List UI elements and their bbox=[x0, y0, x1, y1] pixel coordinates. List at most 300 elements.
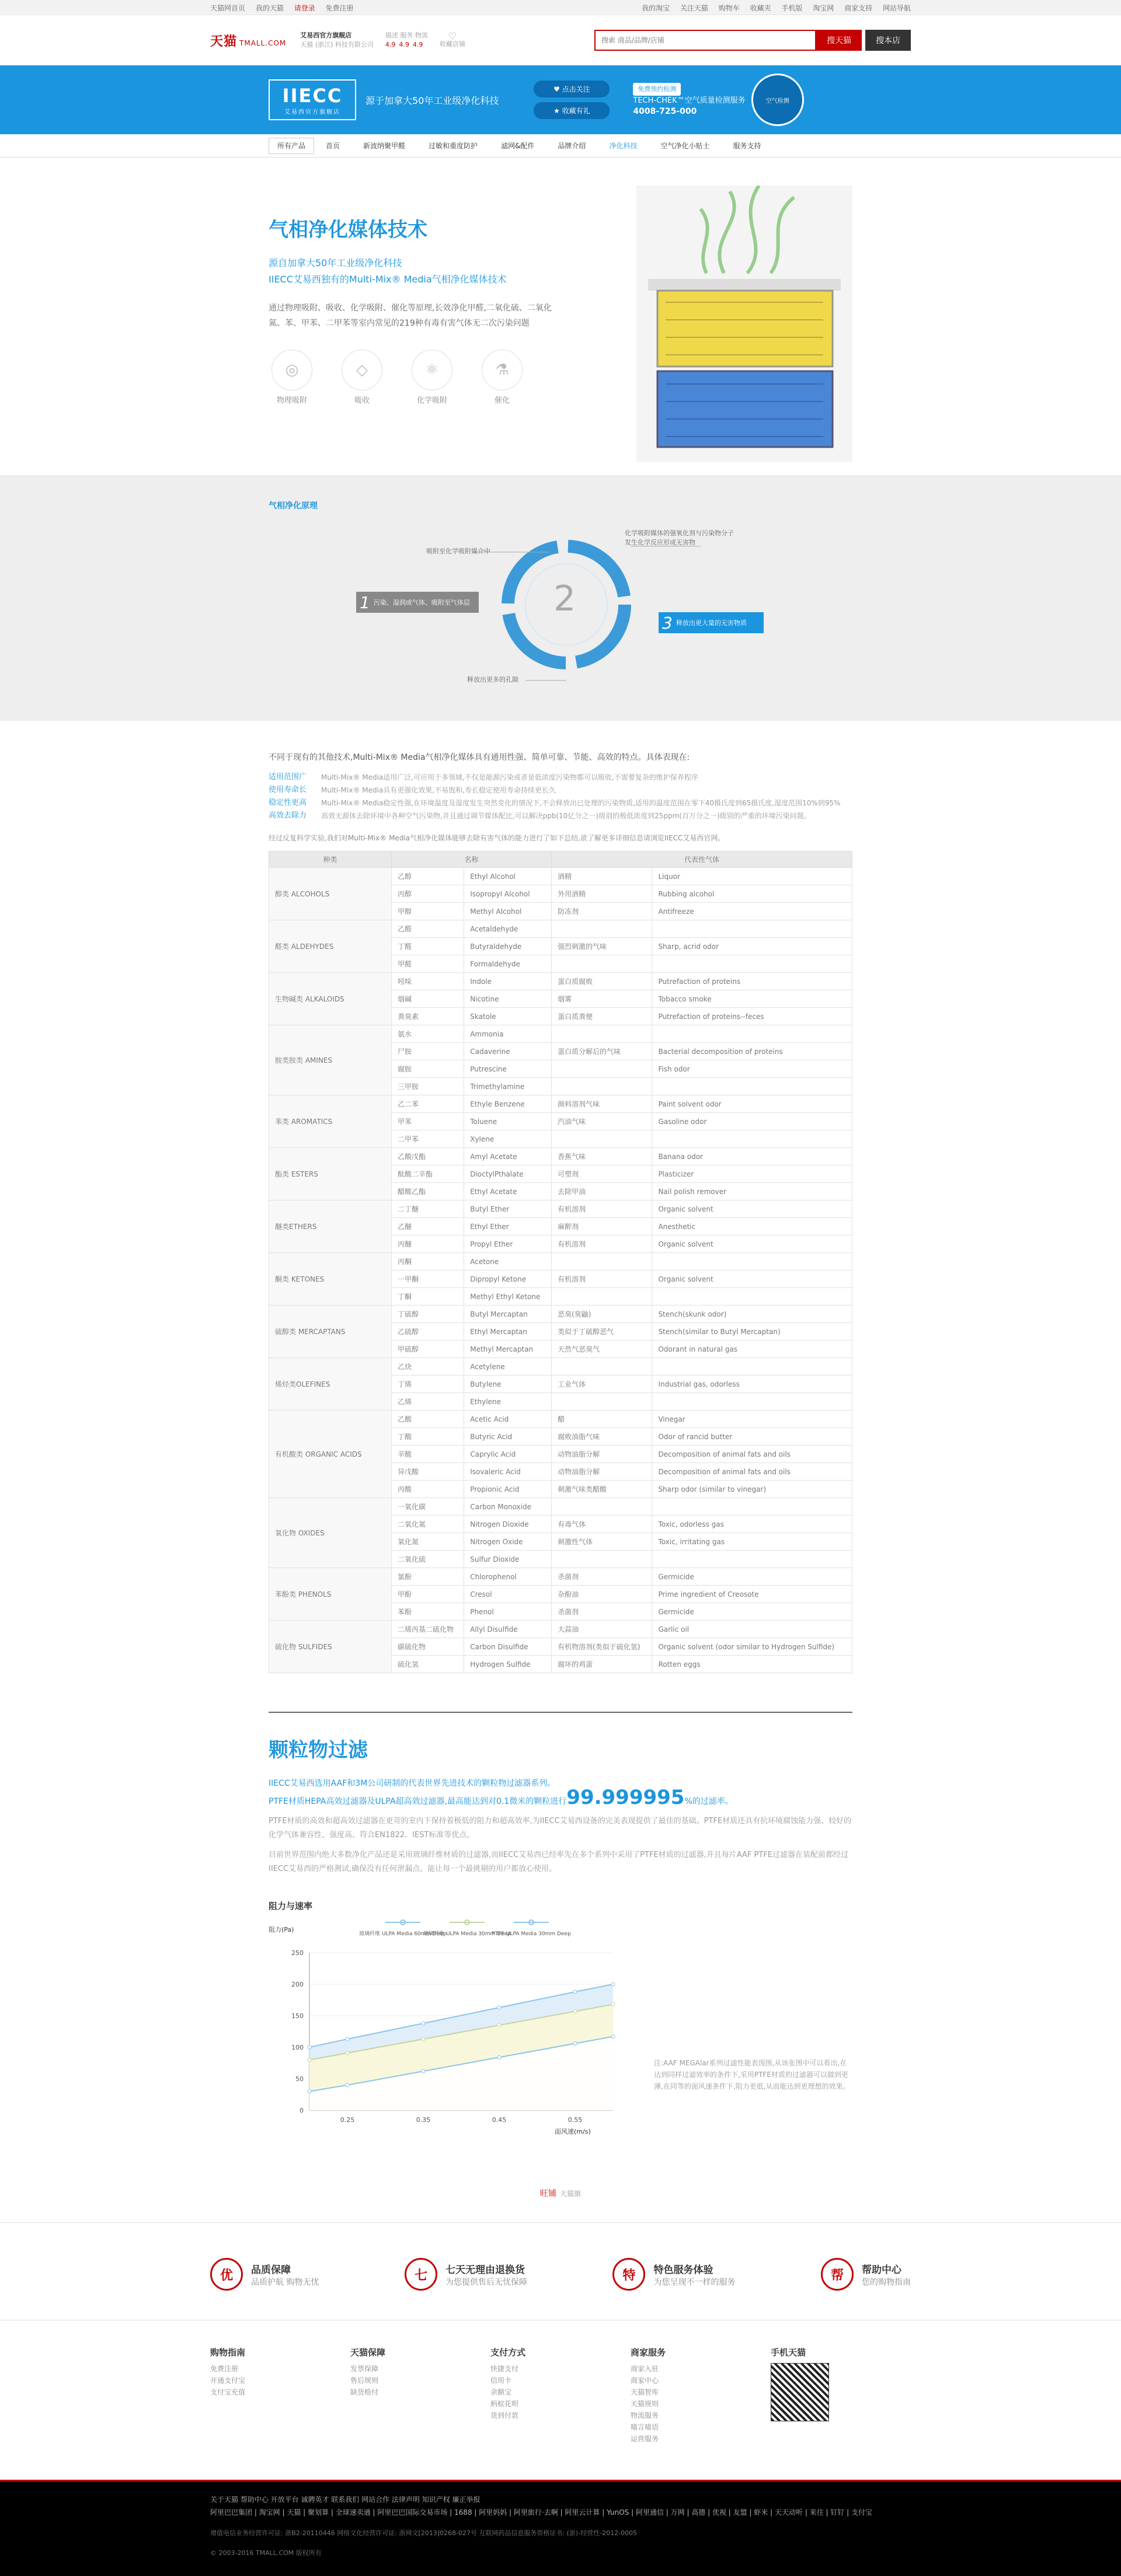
rating-labels: 描述 服务 物流 bbox=[385, 32, 428, 39]
table-row bbox=[269, 1411, 852, 1428]
footer-link[interactable]: 物流服务 bbox=[631, 2411, 659, 2420]
hero-title: 气相净化媒体技术 bbox=[269, 218, 427, 242]
search-input[interactable] bbox=[594, 30, 816, 51]
cn-name-cell: 辛酸 bbox=[392, 1446, 464, 1463]
y-tick-label: 200 bbox=[291, 1981, 304, 1988]
category-cell: 醛类 ALDEHYDES bbox=[269, 920, 392, 973]
service-title: 七天无理由退换货 bbox=[445, 2264, 525, 2276]
cn-name-cell: 甲苯 bbox=[392, 1113, 464, 1130]
en-gas-cell bbox=[652, 1130, 852, 1148]
collect-gift-label: 收藏有礼 bbox=[562, 107, 590, 115]
en-name-cell: Putrescine bbox=[464, 1060, 552, 1078]
en-name-cell: Xylene bbox=[464, 1130, 552, 1148]
feature-row bbox=[269, 797, 852, 809]
category-cell: 苯类 AROMATICS bbox=[269, 1095, 392, 1148]
data-point bbox=[497, 2006, 501, 2009]
en-gas-cell: Organic solvent bbox=[652, 1270, 852, 1288]
cn-name-cell: 醋酸乙酯 bbox=[392, 1183, 464, 1200]
top-link-follow[interactable]: 关注天猫 bbox=[680, 4, 708, 12]
icon-label: 催化 bbox=[494, 396, 510, 405]
nav-all-products[interactable]: 所有产品 bbox=[269, 138, 314, 154]
collect-gift-button[interactable]: ★ 收藏有礼 bbox=[534, 102, 610, 119]
footer-link[interactable]: 信用卡 bbox=[490, 2376, 512, 2385]
en-gas-cell: Bacterial decomposition of proteins bbox=[652, 1043, 852, 1060]
hero-sub2: IIECC艾易西独有的Multi-Mix® Media气相净化媒体技术 bbox=[269, 274, 507, 285]
category-cell: 生物碱类 ALKALOIDS bbox=[269, 973, 392, 1025]
en-name-cell: Butyraldehyde bbox=[464, 938, 552, 955]
en-name-cell: Ammonia bbox=[464, 1025, 552, 1043]
top-link-cart[interactable]: 购物车 bbox=[718, 4, 740, 12]
principle-bottom-label: 释放出更多的孔隙 bbox=[467, 676, 518, 683]
footer-copyright: © 2003-2016 TMALL.COM 版权所有 bbox=[210, 2549, 322, 2557]
top-bar-left bbox=[210, 3, 362, 13]
cn-name-cell: 二甲苯 bbox=[392, 1130, 464, 1148]
follow-button[interactable]: ♥ 点击关注 bbox=[534, 81, 610, 97]
filter-media-image bbox=[636, 186, 852, 462]
en-name-cell: Ethyl Alcohol bbox=[464, 868, 552, 885]
en-name-cell: Indole bbox=[464, 973, 552, 990]
cn-gas-cell bbox=[552, 1358, 652, 1376]
top-link-seller[interactable]: 商家支持 bbox=[844, 4, 873, 12]
y-tick-label: 0 bbox=[300, 2107, 304, 2114]
link-column-title: 商家服务 bbox=[631, 2347, 666, 2358]
x-tick-label: 0.35 bbox=[416, 2116, 431, 2124]
category-cell: 苯酚类 PHENOLS bbox=[269, 1568, 392, 1621]
cn-gas-cell: 刺激性气体 bbox=[552, 1533, 652, 1551]
en-gas-cell bbox=[652, 1358, 852, 1376]
service-bar bbox=[0, 2222, 1121, 2320]
cn-gas-cell: 腐坏的鸡蛋 bbox=[552, 1656, 652, 1673]
en-gas-cell bbox=[652, 1025, 852, 1043]
top-bar bbox=[0, 0, 1121, 15]
hotline[interactable] bbox=[633, 83, 745, 117]
category-cell: 胺类胺类 AMINES bbox=[269, 1025, 392, 1095]
hero-section bbox=[0, 158, 1121, 476]
feature-value: Multi-Mix® Media具有更强化效果,不易饱和,寿长稳定使用寿命持续更长久 bbox=[321, 786, 556, 794]
category-cell: 酮类 KETONES bbox=[269, 1253, 392, 1306]
en-name-cell: Butyric Acid bbox=[464, 1428, 552, 1446]
cn-name-cell: 吲哚 bbox=[392, 973, 464, 990]
feature-value: Multi-Mix® Media适用广泛,可应用于多领域,不仅是能源污染或者是低浓度污染物都可以吸收,不需要复杂的维护保养程序 bbox=[321, 773, 698, 781]
category-cell: 醚类ETHERS bbox=[269, 1200, 392, 1253]
cn-name-cell: 异戊酸 bbox=[392, 1463, 464, 1481]
data-point bbox=[611, 2003, 615, 2006]
top-link-sitemap[interactable]: 网站导航 bbox=[882, 4, 911, 12]
en-name-cell: Formaldehyde bbox=[464, 955, 552, 973]
service-title: 特色服务体验 bbox=[653, 2264, 713, 2276]
feature-key: 稳定性更高 bbox=[269, 798, 307, 807]
nav-home[interactable]: 首页 bbox=[326, 142, 340, 150]
en-gas-cell: Odorant in natural gas bbox=[652, 1341, 852, 1358]
cn-gas-cell: 有机溶剂 bbox=[552, 1200, 652, 1218]
en-name-cell: Toluene bbox=[464, 1113, 552, 1130]
footer-line2[interactable]: 阿里巴巴集团 | 淘宝网 | 天猫 | 聚划算 | 全球速卖通 | 阿里巴巴国际交易市场 | 1688 | 阿里妈妈 | 阿里旅行·去啊 | 阿里云计算 | YunOS | 阿里通信 | 万网 | 高德 | 优视 | 友盟 | 虾米 | 天天动听 | 来往 | 钉钉 | 支付宝 bbox=[210, 2508, 873, 2516]
hero-desc: 通过物理吸附、吸收、化学吸附、催化等原理,长效净化甲醛,二氧化硫、二氧化氮、苯、甲苯、二甲苯等室内常见的219种有毒有害气体无二次污染问题 bbox=[269, 303, 552, 328]
resistance-chart bbox=[269, 1912, 642, 2145]
footer-link[interactable]: 支付宝充值 bbox=[210, 2388, 246, 2396]
special-icon: 特 bbox=[612, 2258, 645, 2291]
service-title: 品质保障 bbox=[251, 2264, 291, 2276]
en-gas-cell: Toxic, odorless gas bbox=[652, 1516, 852, 1533]
step-1-text: 污染、湿润或气体、吸附至气体层 bbox=[373, 599, 470, 606]
cn-gas-cell: 蛋白质粪便 bbox=[552, 1008, 652, 1025]
en-gas-cell: Organic solvent bbox=[652, 1200, 852, 1218]
banner-slogan: 源于加拿大50年工业级净化科技 bbox=[365, 95, 499, 106]
brand-footer bbox=[269, 2187, 852, 2199]
en-gas-cell: Toxic, irritating gas bbox=[652, 1533, 852, 1551]
cn-name-cell: 酞酸二辛酯 bbox=[392, 1165, 464, 1183]
en-name-cell: Dipropyl Ketone bbox=[464, 1270, 552, 1288]
brand-logo[interactable] bbox=[269, 79, 356, 120]
en-name-cell: Butyl Ether bbox=[464, 1200, 552, 1218]
cn-gas-cell: 有机溶剂 bbox=[552, 1235, 652, 1253]
en-name-cell: Butylene bbox=[464, 1376, 552, 1393]
cn-name-cell: 丁醛 bbox=[392, 938, 464, 955]
cn-gas-cell: 腐败油脂气味 bbox=[552, 1428, 652, 1446]
section-divider bbox=[269, 1712, 852, 1713]
nav-support[interactable]: 服务支持 bbox=[733, 142, 761, 150]
feature-value: Multi-Mix® Media稳定性强,在环境温度及湿度发生突然变化的情况下,不会释放出已处理的污染物质,适用的温度范围在零下40摄氏度到65摄氏度,湿度范围10%到95% bbox=[321, 799, 841, 807]
top-link-taobao[interactable]: 我的淘宝 bbox=[642, 4, 670, 12]
y-tick-label: 150 bbox=[291, 2012, 304, 2020]
cn-name-cell: 二氧化氮 bbox=[392, 1516, 464, 1533]
top-link-login[interactable]: 请登录 bbox=[294, 4, 315, 12]
icon-label: 吸收 bbox=[354, 396, 370, 405]
top-link-fav[interactable]: 收藏夹 bbox=[750, 4, 771, 12]
cn-name-cell: 甲醛 bbox=[392, 955, 464, 973]
service-return[interactable] bbox=[405, 2258, 527, 2291]
follow-label: 点击关注 bbox=[562, 85, 590, 93]
feature-key: 适用范围广 bbox=[269, 773, 307, 781]
cn-name-cell: 硫化氢 bbox=[392, 1656, 464, 1673]
heart-icon: ♡ bbox=[448, 30, 457, 41]
footer-link[interactable]: 蚂蚁花呗 bbox=[490, 2400, 519, 2408]
cn-gas-cell: 汽油气味 bbox=[552, 1113, 652, 1130]
en-name-cell: Nitrogen Dioxide bbox=[464, 1516, 552, 1533]
legend-label: 玻璃纤维 ULPA Media 30mm Deep bbox=[423, 1931, 511, 1937]
cn-gas-cell: 天然气恶臭气 bbox=[552, 1341, 652, 1358]
data-point bbox=[346, 2037, 349, 2041]
shop-name: 艾易西官方旗舰店 bbox=[300, 32, 352, 39]
cn-gas-cell bbox=[552, 1551, 652, 1568]
footer-link[interactable]: 免费注册 bbox=[210, 2365, 239, 2373]
cn-name-cell: 二丁醚 bbox=[392, 1200, 464, 1218]
en-name-cell: Hydrogen Sulfide bbox=[464, 1656, 552, 1673]
cn-gas-cell bbox=[552, 1393, 652, 1411]
en-gas-cell bbox=[652, 1253, 852, 1270]
nav-filters[interactable]: 滤网&配件 bbox=[501, 142, 535, 150]
cn-gas-cell: 动物油脂分解 bbox=[552, 1463, 652, 1481]
search-shop-button[interactable]: 搜本店 bbox=[865, 30, 911, 51]
particle-line1: IIECC艾易西选用AAF和3M公司研制的代表世界先进技术的颗粒物过滤器系列。 bbox=[269, 1779, 556, 1788]
en-gas-cell: Liquor bbox=[652, 868, 852, 885]
service-special[interactable] bbox=[612, 2258, 735, 2291]
hero-icons bbox=[269, 350, 642, 405]
shop-banner bbox=[0, 65, 1121, 134]
service-sub: 为您提供售后无忧保障 bbox=[445, 2277, 527, 2287]
feature-row bbox=[269, 784, 852, 797]
en-gas-cell bbox=[652, 1551, 852, 1568]
header bbox=[0, 15, 1121, 65]
service-quality[interactable] bbox=[210, 2258, 319, 2291]
category-cell: 硫醇类 MERCAPTANS bbox=[269, 1306, 392, 1358]
footer-license: 增值电信业务经营许可证: 浙B2-20110446 网络文化经营许可证: 浙网文[2013]0268-027号 互联网药品信息服务资格证书: (浙)-经营性-2012-0005 bbox=[210, 2529, 638, 2537]
brand-text: 旺铺 bbox=[539, 2189, 556, 2198]
table-row bbox=[269, 1621, 852, 1638]
brand-sub: 天猫旗 bbox=[559, 2190, 581, 2198]
top-link-register[interactable]: 免费注册 bbox=[325, 4, 354, 12]
footer-link[interactable]: 发票保障 bbox=[350, 2365, 379, 2373]
en-name-cell: Caprylic Acid bbox=[464, 1446, 552, 1463]
cn-gas-cell: 杀菌剂 bbox=[552, 1568, 652, 1586]
logo-text: 天猫 bbox=[210, 34, 238, 49]
footer-link[interactable]: 售后规则 bbox=[350, 2376, 379, 2385]
principle-title: 气相净化原理 bbox=[269, 501, 318, 511]
efficiency-figure: 99.999995 bbox=[566, 1786, 685, 1809]
particle-section bbox=[0, 1713, 1121, 2199]
footer-link[interactable]: 天猫智库 bbox=[631, 2388, 659, 2396]
intro-section bbox=[0, 721, 1121, 1713]
table-header-category: 种类 bbox=[269, 851, 392, 868]
data-point bbox=[308, 2046, 311, 2049]
en-name-cell: Methyl Mercaptan bbox=[464, 1341, 552, 1358]
cn-gas-cell: 恶臭(臭鼬) bbox=[552, 1306, 652, 1323]
en-gas-cell: Germicide bbox=[652, 1603, 852, 1621]
en-name-cell: Allyl Disulfide bbox=[464, 1621, 552, 1638]
cn-name-cell: 丙醚 bbox=[392, 1235, 464, 1253]
cn-gas-cell: 工业气体 bbox=[552, 1376, 652, 1393]
en-name-cell: Chlorophenol bbox=[464, 1568, 552, 1586]
data-point bbox=[308, 2058, 311, 2062]
cn-name-cell: 尸胺 bbox=[392, 1043, 464, 1060]
en-name-cell: Methyl Alcohol bbox=[464, 903, 552, 920]
en-name-cell: Ethyl Ether bbox=[464, 1218, 552, 1235]
table-row bbox=[269, 973, 852, 990]
link-column bbox=[210, 2346, 350, 2445]
en-gas-cell: Stench(skunk odor) bbox=[652, 1306, 852, 1323]
chem-adsorption-item bbox=[409, 350, 455, 405]
en-gas-cell: Anesthetic bbox=[652, 1218, 852, 1235]
hero-sub1: 源自加拿大50年工业级净化科技 bbox=[269, 257, 402, 268]
step-3 bbox=[659, 612, 764, 633]
en-gas-cell bbox=[652, 1078, 852, 1095]
cn-gas-cell: 有毒气体 bbox=[552, 1516, 652, 1533]
footer-link[interactable]: 货到付款 bbox=[490, 2411, 519, 2420]
y-tick-label: 50 bbox=[295, 2075, 304, 2083]
link-column bbox=[350, 2346, 490, 2445]
check-badge-icon bbox=[751, 74, 804, 126]
category-cell: 氧化物 OXIDES bbox=[269, 1498, 392, 1568]
cn-gas-cell: 蛋白质分解后的气味 bbox=[552, 1043, 652, 1060]
legend-label: 玻璃纤维 ULPA Media 60mm Deep bbox=[359, 1931, 447, 1937]
shop-info[interactable] bbox=[300, 31, 374, 50]
top-link-home[interactable]: 天猫网首页 bbox=[210, 4, 246, 12]
particle-p1: PTFE材质的高效和超高效过滤器在更苛的室内下保持着极低的阻力和超高效率,为IIECC艾易西设备的完美表现提供了最佳的基础。PTFE材质还具有抗环境腐蚀能力强、较好的化学气体兼容性、强度高、符合EN1822、IEST标准等优点。 bbox=[269, 1817, 852, 1839]
footer-link[interactable]: 天猫规则 bbox=[631, 2400, 659, 2408]
cn-gas-cell bbox=[552, 1288, 652, 1306]
en-name-cell: Ethyl Acetate bbox=[464, 1183, 552, 1200]
cn-gas-cell: 酒精 bbox=[552, 868, 652, 885]
en-gas-cell: Vinegar bbox=[652, 1411, 852, 1428]
feature-key: 高效去除力 bbox=[269, 811, 307, 820]
footer-link[interactable]: 缺货赔付 bbox=[350, 2388, 379, 2396]
cn-name-cell: 乙酸戊酯 bbox=[392, 1148, 464, 1165]
footer-link[interactable]: 商家中心 bbox=[631, 2376, 659, 2385]
cn-name-cell: 碳硫化物 bbox=[392, 1638, 464, 1656]
x-tick-label: 0.25 bbox=[340, 2116, 355, 2124]
cn-gas-cell: 杀菌剂 bbox=[552, 1603, 652, 1621]
data-point bbox=[308, 2090, 311, 2093]
cn-gas-cell: 类似于丁硫醇恶气 bbox=[552, 1323, 652, 1341]
y-tick-label: 100 bbox=[291, 2044, 304, 2051]
cn-name-cell: 甲硫醇 bbox=[392, 1341, 464, 1358]
logo-sub: TMALL.COM bbox=[239, 39, 287, 47]
cn-gas-cell: 强烈刺激的气味 bbox=[552, 938, 652, 955]
feature-list bbox=[269, 771, 852, 822]
cn-gas-cell bbox=[552, 1078, 652, 1095]
principle-section bbox=[0, 476, 1121, 721]
category-cell: 烯烃类OLEFINES bbox=[269, 1358, 392, 1411]
en-name-cell: Butyl Mercaptan bbox=[464, 1306, 552, 1323]
cn-gas-cell: 醋 bbox=[552, 1411, 652, 1428]
collect-label: 收藏店铺 bbox=[439, 40, 465, 48]
en-name-cell: Acetaldehyde bbox=[464, 920, 552, 938]
nav-allergy[interactable]: 过敏和重度防护 bbox=[429, 142, 478, 150]
cn-name-cell: 烟碱 bbox=[392, 990, 464, 1008]
footer-link[interactable]: 余额宝 bbox=[490, 2388, 512, 2396]
cn-name-cell: 丙酮 bbox=[392, 1253, 464, 1270]
site-footer bbox=[0, 2480, 1121, 2576]
molecule-icon: ⚛ bbox=[412, 350, 452, 390]
en-name-cell: Ethylene bbox=[464, 1393, 552, 1411]
en-name-cell: Ethyle Benzene bbox=[464, 1095, 552, 1113]
en-name-cell: Cadaverine bbox=[464, 1043, 552, 1060]
cn-gas-cell: 动物油脂分解 bbox=[552, 1446, 652, 1463]
top-link-my[interactable]: 我的天猫 bbox=[255, 4, 284, 12]
data-point bbox=[497, 2055, 501, 2059]
chart-note: 注:AAF MEGAlar系列过滤性能表现图,从该张图中可以看出,在达到同样过滤效率的条件下,采用PTFE材质的过滤器可以做到更薄,在同等的面风速条件下,阻力更低,从而能达到更理想的效果。 bbox=[654, 2059, 850, 2090]
en-name-cell: Nicotine bbox=[464, 990, 552, 1008]
en-gas-cell bbox=[652, 955, 852, 973]
collect-shop[interactable] bbox=[440, 32, 465, 48]
cn-gas-cell bbox=[552, 955, 652, 973]
catalysis-item bbox=[479, 350, 525, 405]
nav-brand[interactable]: 品牌介绍 bbox=[558, 142, 586, 150]
en-name-cell: Propyl Ether bbox=[464, 1235, 552, 1253]
cn-name-cell: 一甲酮 bbox=[392, 1270, 464, 1288]
particle-line2 bbox=[269, 1786, 852, 1809]
nav-technology[interactable]: 净化科技 bbox=[609, 142, 638, 150]
data-point bbox=[422, 2022, 425, 2025]
y-axis-label: 阻力(Pa) bbox=[269, 1926, 294, 1933]
table-row bbox=[269, 1253, 852, 1270]
cn-name-cell: 二氧化硫 bbox=[392, 1551, 464, 1568]
footer-line1[interactable]: 关于天猫 帮助中心 开放平台 诚聘英才 联系我们 网站合作 法律声明 知识产权 廉正举报 bbox=[210, 2495, 481, 2504]
en-name-cell: Methyl Ethyl Ketone bbox=[464, 1288, 552, 1306]
step-1-number: 1 bbox=[360, 592, 370, 612]
en-name-cell: Ethyl Mercaptan bbox=[464, 1323, 552, 1341]
particle-title: 颗粒物过滤 bbox=[269, 1739, 368, 1762]
data-point bbox=[573, 2042, 577, 2046]
en-gas-cell bbox=[652, 1393, 852, 1411]
principle-center-number: 2 bbox=[553, 578, 576, 619]
cn-name-cell: 粪臭素 bbox=[392, 1008, 464, 1025]
top-link-taobaonet[interactable]: 淘宝网 bbox=[813, 4, 834, 12]
principle-top-label: 吸附至化学吸附媒介中 bbox=[426, 547, 490, 555]
en-gas-cell: Decomposition of animal fats and oils bbox=[652, 1463, 852, 1481]
en-name-cell: Trimethylamine bbox=[464, 1078, 552, 1095]
en-name-cell: Acetic Acid bbox=[464, 1411, 552, 1428]
rating-service: 4.9 bbox=[399, 41, 409, 48]
particle-p2: 目前世界范围内绝大多数净化产品还是采用玻璃纤维材质的过滤器,而IIECC艾易西已经率先在多个系列中采用了PTFE材质的过滤器,并且每片AAF PTFE过滤器在装配前都经过IIECC艾易西的严格测试,确保没有任何泄漏点。能让每一个最挑剔的用户都放心使用。 bbox=[269, 1851, 849, 1873]
footer-link[interactable]: 运营服务 bbox=[631, 2435, 659, 2443]
cn-name-cell: 乙二苯 bbox=[392, 1095, 464, 1113]
line2-post: %的过滤率。 bbox=[684, 1797, 733, 1806]
nav-tips[interactable]: 空气净化小贴士 bbox=[660, 142, 710, 150]
top-link-mobile[interactable]: 手机版 bbox=[781, 4, 803, 12]
data-point bbox=[611, 2035, 615, 2039]
link-column bbox=[490, 2346, 631, 2445]
hotline-pill: 免费预约检测 bbox=[633, 83, 681, 96]
tmall-logo[interactable] bbox=[210, 32, 286, 50]
seven-day-icon: 七 bbox=[405, 2258, 437, 2291]
en-gas-cell bbox=[652, 1288, 852, 1306]
chart-title: 阻力与速率 bbox=[269, 1901, 313, 1911]
table-row bbox=[269, 1568, 852, 1586]
en-gas-cell: Industrial gas, odorless bbox=[652, 1376, 852, 1393]
cn-gas-cell: 烟雾 bbox=[552, 990, 652, 1008]
footer-link[interactable]: 商家入驻 bbox=[631, 2365, 659, 2373]
absorption-item bbox=[339, 350, 385, 405]
en-gas-cell bbox=[652, 920, 852, 938]
cn-gas-cell: 去除甲油 bbox=[552, 1183, 652, 1200]
en-name-cell: Skatole bbox=[464, 1008, 552, 1025]
cn-gas-cell: 大蒜油 bbox=[552, 1621, 652, 1638]
icon-label: 化学吸附 bbox=[416, 396, 447, 405]
chart-block bbox=[269, 1900, 642, 2148]
nav-formaldehyde[interactable]: 新波纳聚甲醛 bbox=[363, 142, 406, 150]
x-axis-label: 面风速(m/s) bbox=[555, 2128, 591, 2135]
en-gas-cell: Stench(similar to Butyl Mercaptan) bbox=[652, 1323, 852, 1341]
cn-gas-cell bbox=[552, 1253, 652, 1270]
search-tmall-button[interactable]: 搜天猫 bbox=[816, 30, 862, 51]
en-gas-cell: Gasoline odor bbox=[652, 1113, 852, 1130]
feature-row bbox=[269, 771, 852, 784]
footer-link[interactable]: 开通支付宝 bbox=[210, 2376, 246, 2385]
link-column bbox=[631, 2346, 771, 2445]
cn-name-cell: 一氧化碳 bbox=[392, 1498, 464, 1516]
service-help[interactable] bbox=[821, 2258, 911, 2291]
en-gas-cell: Prime ingredient of Creosote bbox=[652, 1586, 852, 1603]
footer-link[interactable]: 快捷支付 bbox=[490, 2365, 519, 2373]
brand-logo-sub: 艾易西官方旗舰店 bbox=[284, 109, 340, 116]
gas-table-body bbox=[269, 868, 852, 1673]
table-note: 经过反复科学实验,我们对Multi-Mix® Media气相净化媒体能够去除有害气体的能力进行了如下总结,欲了解更多详细信息请浏览IIECC艾易西官网。 bbox=[269, 834, 725, 842]
en-gas-cell: Germicide bbox=[652, 1568, 852, 1586]
en-gas-cell: Fish odor bbox=[652, 1060, 852, 1078]
data-point bbox=[422, 2069, 425, 2073]
step-1 bbox=[356, 592, 479, 613]
footer-link[interactable]: 喵言喵语 bbox=[631, 2423, 659, 2431]
cn-gas-cell: 有机物溶剂(类似于硫化氢) bbox=[552, 1638, 652, 1656]
droplet-icon: ◇ bbox=[342, 350, 382, 390]
service-sub: 您的购物指南 bbox=[862, 2277, 911, 2287]
rating-logistics: 4.9 bbox=[412, 41, 423, 48]
principle-topright-label: 化学吸附媒体的强氧化剂与污染物分子发生化学反应形成无害物 bbox=[625, 529, 734, 546]
en-gas-cell: Putrefaction of proteins bbox=[652, 973, 852, 990]
cn-gas-cell: 杂酚油 bbox=[552, 1586, 652, 1603]
cn-gas-cell: 防冻剂 bbox=[552, 903, 652, 920]
